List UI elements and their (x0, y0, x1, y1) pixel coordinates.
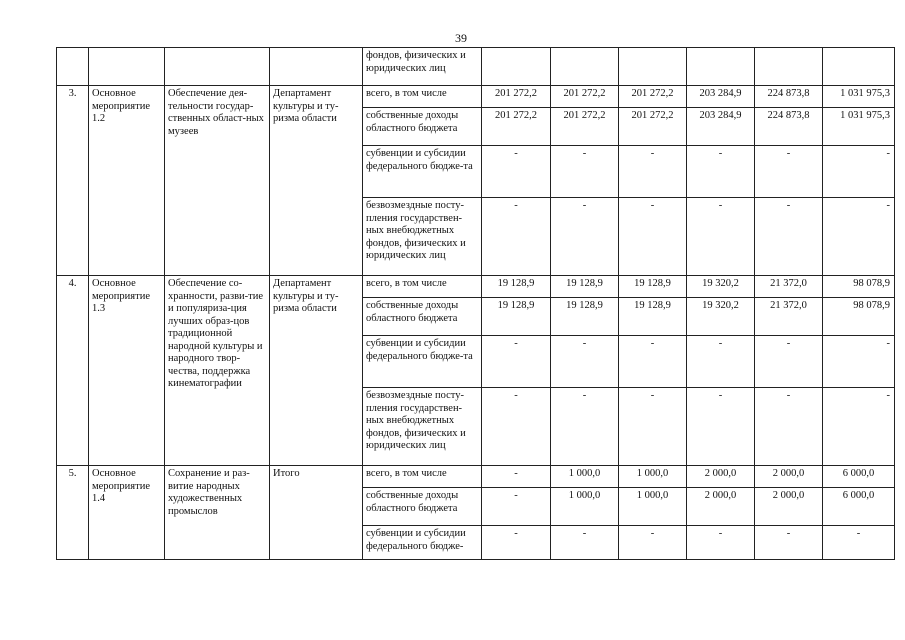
value-cell: 19 128,9 (619, 276, 687, 298)
value-cell: - (551, 388, 619, 466)
value-cell: 1 031 975,3 (823, 86, 895, 108)
table-row (57, 276, 895, 298)
value-cell: 201 272,2 (551, 86, 619, 108)
value-cell: - (755, 146, 823, 198)
value-cell: 2 000,0 (687, 466, 755, 488)
source-label: собственные доходы областного бюджета (363, 108, 482, 146)
value-cell: - (482, 488, 551, 526)
source-label: фондов, физических и юридических лиц (363, 48, 482, 86)
value-cell: 201 272,2 (619, 86, 687, 108)
value-cell: 201 272,2 (551, 108, 619, 146)
value-cell: 224 873,8 (755, 108, 823, 146)
table-row (57, 466, 895, 488)
row-number: 3. (57, 86, 89, 276)
value-cell: 19 128,9 (482, 276, 551, 298)
source-label: всего, в том числе (363, 466, 482, 488)
value-cell: 19 128,9 (619, 298, 687, 336)
value-cell: - (551, 146, 619, 198)
source-label: безвозмездные посту-пления государствен-ных внебюджетных фондов, физических и юридических лиц (363, 198, 482, 276)
value-cell: 98 078,9 (823, 298, 895, 336)
value-cell: 19 128,9 (551, 276, 619, 298)
page-number: 39 (455, 31, 467, 45)
value-cell: - (619, 388, 687, 466)
event-code: Основное мероприятие 1.2 (89, 86, 165, 276)
value-cell: - (823, 388, 895, 466)
source-label: всего, в том числе (363, 86, 482, 108)
value-cell: - (551, 198, 619, 276)
value-cell: 21 372,0 (755, 298, 823, 336)
value-cell: - (482, 198, 551, 276)
event-name: Обеспечение со-хранности, разви-тие и популяриза-ция лучших образ-цов традиционной народной культуры и народного твор-чества, поддержка кинематографии (165, 276, 270, 466)
value-cell: 19 320,2 (687, 298, 755, 336)
table-row (57, 86, 895, 108)
table-row (57, 48, 895, 86)
event-code: Основное мероприятие 1.4 (89, 466, 165, 560)
value-cell: - (687, 336, 755, 388)
value-cell: - (823, 146, 895, 198)
value-cell: 6 000,0 (823, 488, 895, 526)
value-cell: - (823, 526, 895, 560)
value-cell: - (482, 466, 551, 488)
value-cell: - (482, 146, 551, 198)
source-label: всего, в том числе (363, 276, 482, 298)
event-name: Сохранение и раз-витие народных художественных промыслов (165, 466, 270, 560)
value-cell: 6 000,0 (823, 466, 895, 488)
row-number: 5. (57, 466, 89, 560)
source-label: субвенции и субсидии федерального бюдже-та (363, 336, 482, 388)
value-cell: 201 272,2 (619, 108, 687, 146)
value-cell: - (619, 198, 687, 276)
row-number: 4. (57, 276, 89, 466)
value-cell: 1 000,0 (551, 466, 619, 488)
value-cell: 98 078,9 (823, 276, 895, 298)
value-cell: 1 000,0 (551, 488, 619, 526)
executor: Департамент культуры и ту-ризма области (270, 276, 363, 466)
source-label: безвозмездные посту-пления государствен-ных внебюджетных фондов, физических и юридических лиц (363, 388, 482, 466)
value-cell: - (619, 146, 687, 198)
executor: Итого (270, 466, 363, 560)
value-cell: - (551, 336, 619, 388)
value-cell: - (482, 388, 551, 466)
source-label: субвенции и субсидии федерального бюдже-та (363, 146, 482, 198)
value-cell: - (823, 198, 895, 276)
value-cell: - (482, 526, 551, 560)
value-cell: 2 000,0 (755, 466, 823, 488)
source-label: собственные доходы областного бюджета (363, 488, 482, 526)
value-cell: - (755, 336, 823, 388)
budget-table (56, 47, 895, 560)
value-cell: - (687, 388, 755, 466)
value-cell: 1 000,0 (619, 488, 687, 526)
value-cell: 1 000,0 (619, 466, 687, 488)
value-cell: 19 320,2 (687, 276, 755, 298)
value-cell: - (755, 198, 823, 276)
value-cell: 201 272,2 (482, 86, 551, 108)
value-cell: - (823, 336, 895, 388)
value-cell: - (619, 526, 687, 560)
source-label: собственные доходы областного бюджета (363, 298, 482, 336)
value-cell: - (551, 526, 619, 560)
value-cell: 224 873,8 (755, 86, 823, 108)
value-cell: 1 031 975,3 (823, 108, 895, 146)
event-name: Обеспечение дея-тельности государ-ственных област-ных музеев (165, 86, 270, 276)
value-cell: 203 284,9 (687, 86, 755, 108)
source-label: субвенции и субсидии федерального бюдже- (363, 526, 482, 560)
value-cell: 19 128,9 (551, 298, 619, 336)
value-cell: - (619, 336, 687, 388)
executor: Департамент культуры и ту-ризма области (270, 86, 363, 276)
value-cell: - (755, 526, 823, 560)
event-code: Основное мероприятие 1.3 (89, 276, 165, 466)
value-cell: - (482, 336, 551, 388)
value-cell: 19 128,9 (482, 298, 551, 336)
value-cell: 2 000,0 (687, 488, 755, 526)
value-cell: - (687, 526, 755, 560)
value-cell: 2 000,0 (755, 488, 823, 526)
value-cell: - (687, 146, 755, 198)
value-cell: - (687, 198, 755, 276)
value-cell: 203 284,9 (687, 108, 755, 146)
value-cell: 21 372,0 (755, 276, 823, 298)
value-cell: - (755, 388, 823, 466)
value-cell: 201 272,2 (482, 108, 551, 146)
